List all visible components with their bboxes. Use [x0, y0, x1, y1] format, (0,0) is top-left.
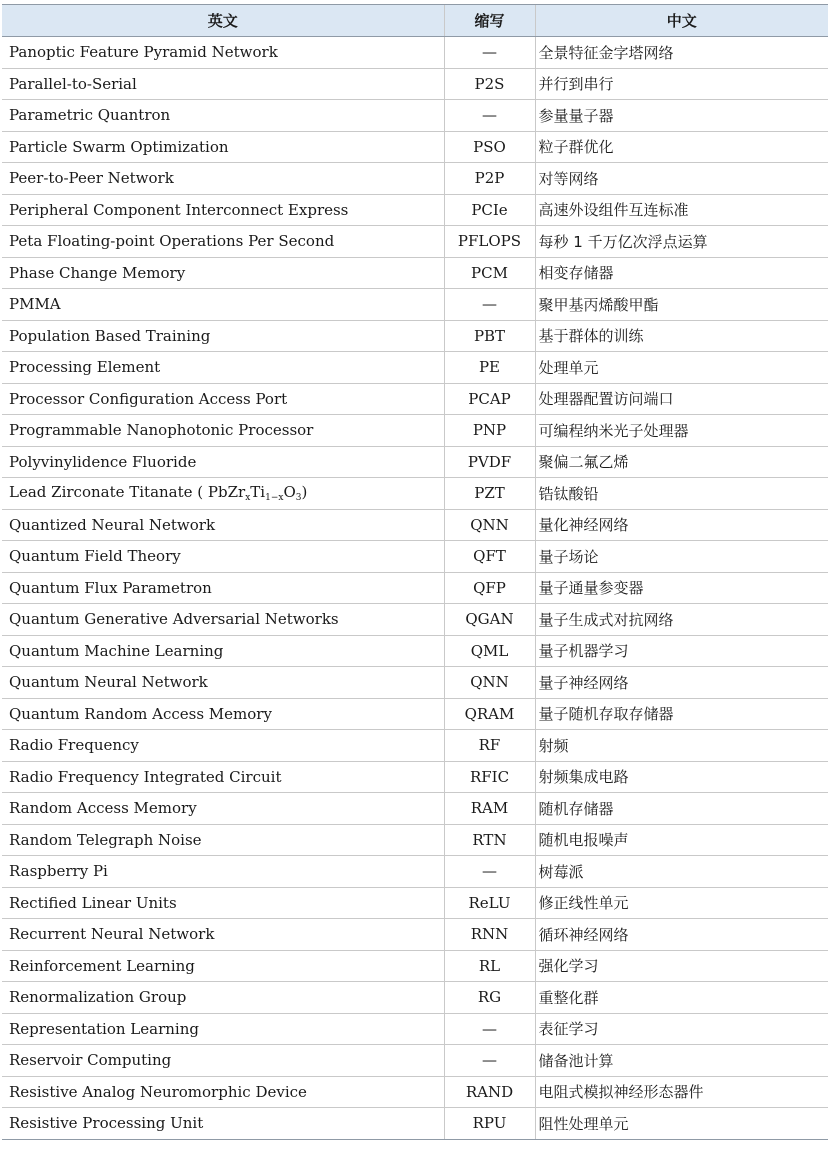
abbreviation: QFT — [444, 541, 535, 573]
formula-subscript: x — [245, 493, 251, 504]
abbreviation: RTN — [444, 824, 535, 856]
abbreviation: RAND — [444, 1076, 535, 1108]
formula-text: Ti — [250, 483, 266, 502]
table-row — [2, 415, 828, 447]
table-row — [2, 446, 828, 478]
table-row — [2, 919, 828, 951]
table-row — [2, 604, 828, 636]
english-term: Polyvinylidence Fluoride — [2, 446, 444, 478]
english-term: Phase Change Memory — [2, 257, 444, 289]
table-row — [2, 1108, 828, 1140]
abbreviation: RL — [444, 950, 535, 982]
table-row — [2, 887, 828, 919]
chinese-term: 重整化群 — [535, 982, 828, 1014]
table-row — [2, 730, 828, 762]
english-term: Parametric Quantron — [2, 100, 444, 132]
abbreviation: — — [444, 1013, 535, 1045]
table-row — [2, 383, 828, 415]
formula-subscript: 1−x — [265, 493, 284, 504]
chinese-term: 锆钛酸铅 — [535, 478, 828, 510]
english-term — [2, 478, 444, 510]
english-term: Panoptic Feature Pyramid Network — [2, 37, 444, 69]
table-row — [2, 478, 828, 510]
abbreviation: — — [444, 100, 535, 132]
english-term: Processing Element — [2, 352, 444, 384]
chinese-term: 处理单元 — [535, 352, 828, 384]
chinese-term: 表征学习 — [535, 1013, 828, 1045]
table-row — [2, 257, 828, 289]
chinese-term: 量子场论 — [535, 541, 828, 573]
english-term: Particle Swarm Optimization — [2, 131, 444, 163]
chinese-term: 可编程纳米光子处理器 — [535, 415, 828, 447]
english-term: Quantum Machine Learning — [2, 635, 444, 667]
english-term: Quantum Field Theory — [2, 541, 444, 573]
table-row — [2, 37, 828, 69]
chinese-term: 高速外设组件互连标准 — [535, 194, 828, 226]
chinese-term: 随机电报噪声 — [535, 824, 828, 856]
abbreviation: ReLU — [444, 887, 535, 919]
header-row — [2, 5, 828, 37]
chinese-term: 量子通量参变器 — [535, 572, 828, 604]
chinese-term: 基于群体的训练 — [535, 320, 828, 352]
abbreviation: RFIC — [444, 761, 535, 793]
abbreviation: PSO — [444, 131, 535, 163]
chinese-term: 全景特征金字塔网络 — [535, 37, 828, 69]
abbreviation: PCM — [444, 257, 535, 289]
abbreviation: — — [444, 289, 535, 321]
chinese-term: 量化神经网络 — [535, 509, 828, 541]
english-term: Raspberry Pi — [2, 856, 444, 888]
english-term: Population Based Training — [2, 320, 444, 352]
table-row — [2, 793, 828, 825]
table-row — [2, 824, 828, 856]
chinese-term: 对等网络 — [535, 163, 828, 195]
table-row — [2, 1013, 828, 1045]
chinese-term: 量子神经网络 — [535, 667, 828, 699]
table-row — [2, 100, 828, 132]
chinese-term: 强化学习 — [535, 950, 828, 982]
english-term: Processor Configuration Access Port — [2, 383, 444, 415]
english-term: Peta Floating-point Operations Per Second — [2, 226, 444, 258]
english-term: Quantum Neural Network — [2, 667, 444, 699]
abbreviation: RG — [444, 982, 535, 1014]
abbreviation: P2P — [444, 163, 535, 195]
table-row — [2, 352, 828, 384]
abbreviation: RPU — [444, 1108, 535, 1140]
table-row — [2, 541, 828, 573]
table-row — [2, 856, 828, 888]
chinese-term: 随机存储器 — [535, 793, 828, 825]
chinese-term: 修正线性单元 — [535, 887, 828, 919]
english-term: Quantized Neural Network — [2, 509, 444, 541]
header-abbreviation: 缩写 — [444, 5, 535, 37]
table-row — [2, 131, 828, 163]
english-term: Rectified Linear Units — [2, 887, 444, 919]
chinese-term: 聚偏二氟乙烯 — [535, 446, 828, 478]
english-term: Peripheral Component Interconnect Express — [2, 194, 444, 226]
chinese-term: 聚甲基丙烯酸甲酯 — [535, 289, 828, 321]
abbreviation: QGAN — [444, 604, 535, 636]
table-row — [2, 667, 828, 699]
english-term: Quantum Flux Parametron — [2, 572, 444, 604]
chinese-term: 树莓派 — [535, 856, 828, 888]
abbreviation: RNN — [444, 919, 535, 951]
chinese-term: 量子随机存取存储器 — [535, 698, 828, 730]
chinese-term: 射频集成电路 — [535, 761, 828, 793]
chinese-term: 储备池计算 — [535, 1045, 828, 1077]
abbreviation: PNP — [444, 415, 535, 447]
formula-text: O — [283, 483, 296, 502]
english-term: Radio Frequency — [2, 730, 444, 762]
formula-prefix: Lead Zirconate Titanate ( PbZr — [9, 483, 246, 502]
abbreviation: PVDF — [444, 446, 535, 478]
table-row — [2, 982, 828, 1014]
abbreviation: — — [444, 1045, 535, 1077]
chinese-term: 处理器配置访问端口 — [535, 383, 828, 415]
english-term: Peer-to-Peer Network — [2, 163, 444, 195]
english-term: Quantum Random Access Memory — [2, 698, 444, 730]
abbreviation: P2S — [444, 68, 535, 100]
abbreviation: PZT — [444, 478, 535, 510]
abbreviation: — — [444, 856, 535, 888]
chinese-term: 粒子群优化 — [535, 131, 828, 163]
chinese-term: 每秒 1 千万亿次浮点运算 — [535, 226, 828, 258]
abbreviation: PE — [444, 352, 535, 384]
english-term: Reservoir Computing — [2, 1045, 444, 1077]
english-term: Renormalization Group — [2, 982, 444, 1014]
table-row — [2, 163, 828, 195]
table-row — [2, 635, 828, 667]
english-term: Quantum Generative Adversarial Networks — [2, 604, 444, 636]
chinese-term: 相变存储器 — [535, 257, 828, 289]
table-row — [2, 1076, 828, 1108]
chinese-term: 参量量子器 — [535, 100, 828, 132]
abbreviation: QML — [444, 635, 535, 667]
english-term: Parallel-to-Serial — [2, 68, 444, 100]
abbreviation: QNN — [444, 667, 535, 699]
table-row — [2, 68, 828, 100]
abbreviation: PCAP — [444, 383, 535, 415]
table-row — [2, 289, 828, 321]
abbreviation: RAM — [444, 793, 535, 825]
header-chinese: 中文 — [535, 5, 828, 37]
english-term: Programmable Nanophotonic Processor — [2, 415, 444, 447]
table-row — [2, 761, 828, 793]
chinese-term: 射频 — [535, 730, 828, 762]
abbreviation: QFP — [444, 572, 535, 604]
chinese-term: 并行到串行 — [535, 68, 828, 100]
formula-text: ) — [301, 483, 308, 502]
chinese-term: 阻性处理单元 — [535, 1108, 828, 1140]
english-term: PMMA — [2, 289, 444, 321]
abbreviation: PBT — [444, 320, 535, 352]
header-english: 英文 — [2, 5, 444, 37]
table-row — [2, 226, 828, 258]
chinese-term: 电阻式模拟神经形态器件 — [535, 1076, 828, 1108]
english-term: Representation Learning — [2, 1013, 444, 1045]
table-row — [2, 509, 828, 541]
table-row — [2, 1045, 828, 1077]
english-term: Recurrent Neural Network — [2, 919, 444, 951]
chinese-term: 循环神经网络 — [535, 919, 828, 951]
abbreviation: RF — [444, 730, 535, 762]
abbreviation: PCIe — [444, 194, 535, 226]
english-term: Resistive Analog Neuromorphic Device — [2, 1076, 444, 1108]
abbreviation: QRAM — [444, 698, 535, 730]
table-row — [2, 950, 828, 982]
chinese-term: 量子机器学习 — [535, 635, 828, 667]
glossary-table — [2, 4, 828, 1140]
abbreviation: QNN — [444, 509, 535, 541]
english-term: Random Telegraph Noise — [2, 824, 444, 856]
table-row — [2, 194, 828, 226]
formula-subscript: 3 — [295, 493, 302, 504]
english-term: Random Access Memory — [2, 793, 444, 825]
abbreviation: — — [444, 37, 535, 69]
abbreviation: PFLOPS — [444, 226, 535, 258]
table-row — [2, 572, 828, 604]
english-term: Resistive Processing Unit — [2, 1108, 444, 1140]
english-term: Radio Frequency Integrated Circuit — [2, 761, 444, 793]
english-term: Reinforcement Learning — [2, 950, 444, 982]
table-row — [2, 320, 828, 352]
chinese-term: 量子生成式对抗网络 — [535, 604, 828, 636]
table-row — [2, 698, 828, 730]
